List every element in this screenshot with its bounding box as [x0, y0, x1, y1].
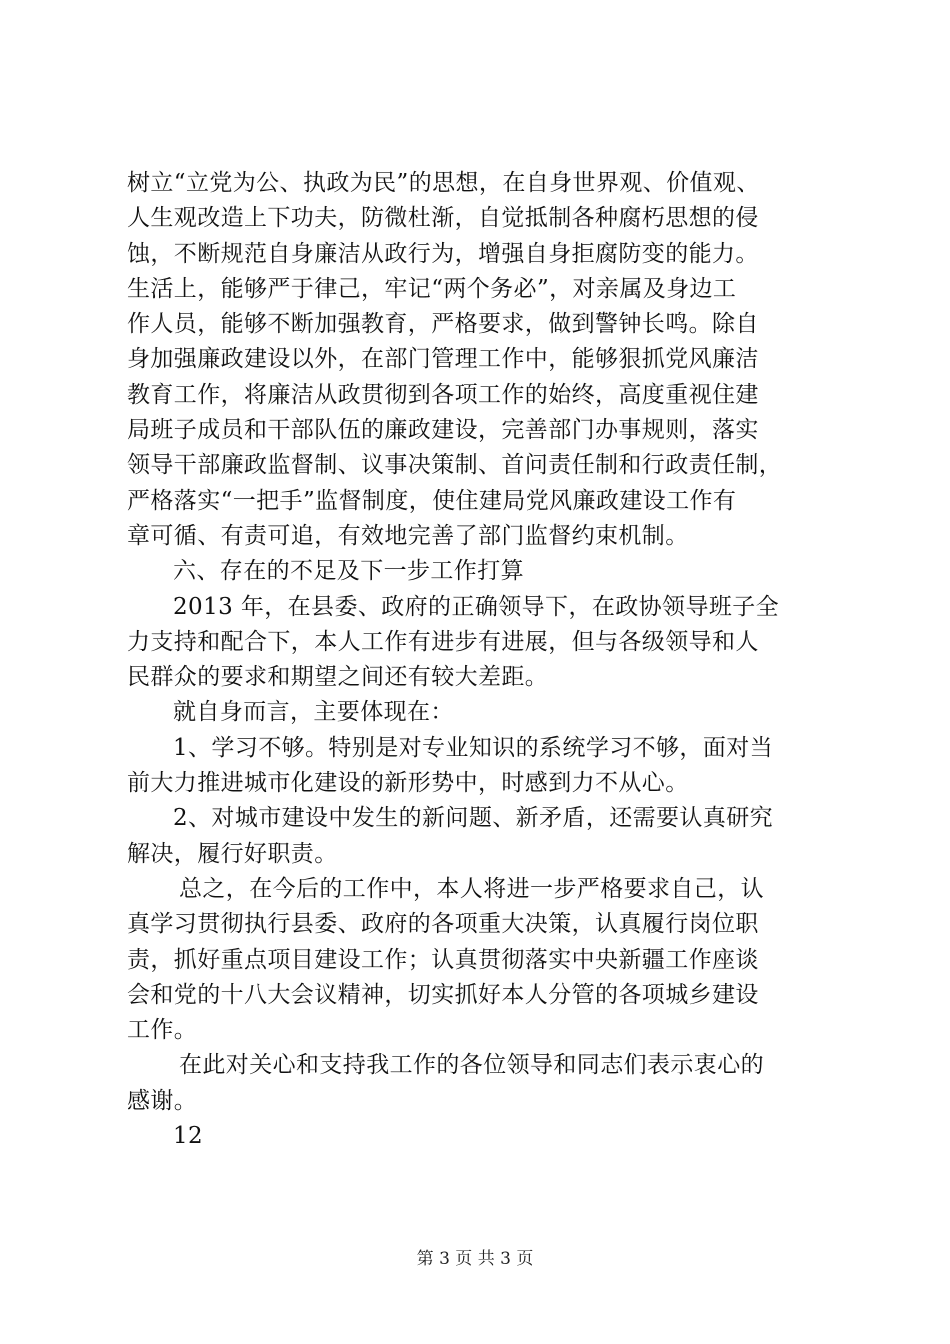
- paragraph-line: 作人员，能够不断加强教育，严格要求，做到警钟长鸣。除自: [127, 311, 759, 338]
- paragraph-line: 2、对城市建设中发生的新问题、新矛盾，还需要认真研究: [173, 805, 774, 832]
- paragraph-line: 就自身而言，主要体现在：: [173, 699, 454, 726]
- paragraph-line: 领导干部廉政监督制、议事决策制、首问责任制和行政责任制，: [127, 452, 783, 479]
- paragraph-line: 12: [173, 1123, 204, 1150]
- paragraph-line: 人生观改造上下功夫，防微杜渐，自觉抵制各种腐朽思想的侵: [127, 205, 759, 232]
- paragraph-line: 总之，在今后的工作中，本人将进一步严格要求自己，认: [179, 875, 764, 902]
- paragraph-line: 力支持和配合下，本人工作有进步有进展，但与各级领导和人: [127, 628, 759, 655]
- paragraph-line: 民群众的要求和期望之间还有较大差距。: [127, 664, 549, 691]
- paragraph-line: 前大力推进城市化建设的新形势中，时感到力不从心。: [127, 770, 689, 797]
- paragraph-line: 解决，履行好职责。: [127, 840, 338, 867]
- paragraph-line: 在此对关心和支持我工作的各位领导和同志们表示衷心的: [179, 1052, 764, 1079]
- paragraph-line: 身加强廉政建设以外，在部门管理工作中，能够狠抓党风廉洁: [127, 346, 759, 373]
- page-footer: 第 3 页 共 3 页: [416, 1249, 534, 1269]
- paragraph-line: 六、存在的不足及下一步工作打算: [173, 558, 524, 585]
- paragraph-line: 章可循、有责可追，有效地完善了部门监督约束机制。: [127, 522, 689, 549]
- paragraph-line: 树立“立党为公、执政为民”的思想，在自身世界观、价值观、: [127, 170, 760, 196]
- paragraph-line: 感谢。: [127, 1087, 198, 1114]
- paragraph-line: 1、学习不够。特别是对专业知识的系统学习不够，面对当: [173, 734, 774, 761]
- paragraph-line: 真学习贯彻执行县委、政府的各项重大决策，认真履行岗位职: [127, 911, 759, 938]
- paragraph-line: 生活上，能够严于律己，牢记“两个务必”，对亲属及身边工: [127, 275, 737, 302]
- paragraph-line: 会和党的十八大会议精神，切实抓好本人分管的各项城乡建设: [127, 981, 759, 1008]
- paragraph-line: 教育工作，将廉洁从政贯彻到各项工作的始终，高度重视住建: [127, 381, 759, 408]
- paragraph-line: 责，抓好重点项目建设工作；认真贯彻落实中央新疆工作座谈: [127, 946, 759, 973]
- paragraph-line: 2013 年，在县委、政府的正确领导下，在政协领导班子全: [173, 593, 780, 620]
- paragraph-line: 严格落实“一把手”监督制度，使住建局党风廉政建设工作有: [127, 487, 737, 514]
- paragraph-line: 蚀，不断规范自身廉洁从政行为，增强自身拒腐防变的能力。: [127, 240, 759, 267]
- paragraph-line: 工作。: [127, 1017, 198, 1044]
- paragraph-line: 局班子成员和干部队伍的廉政建设，完善部门办事规则，落实: [127, 417, 759, 444]
- document-body: [127, 166, 847, 1154]
